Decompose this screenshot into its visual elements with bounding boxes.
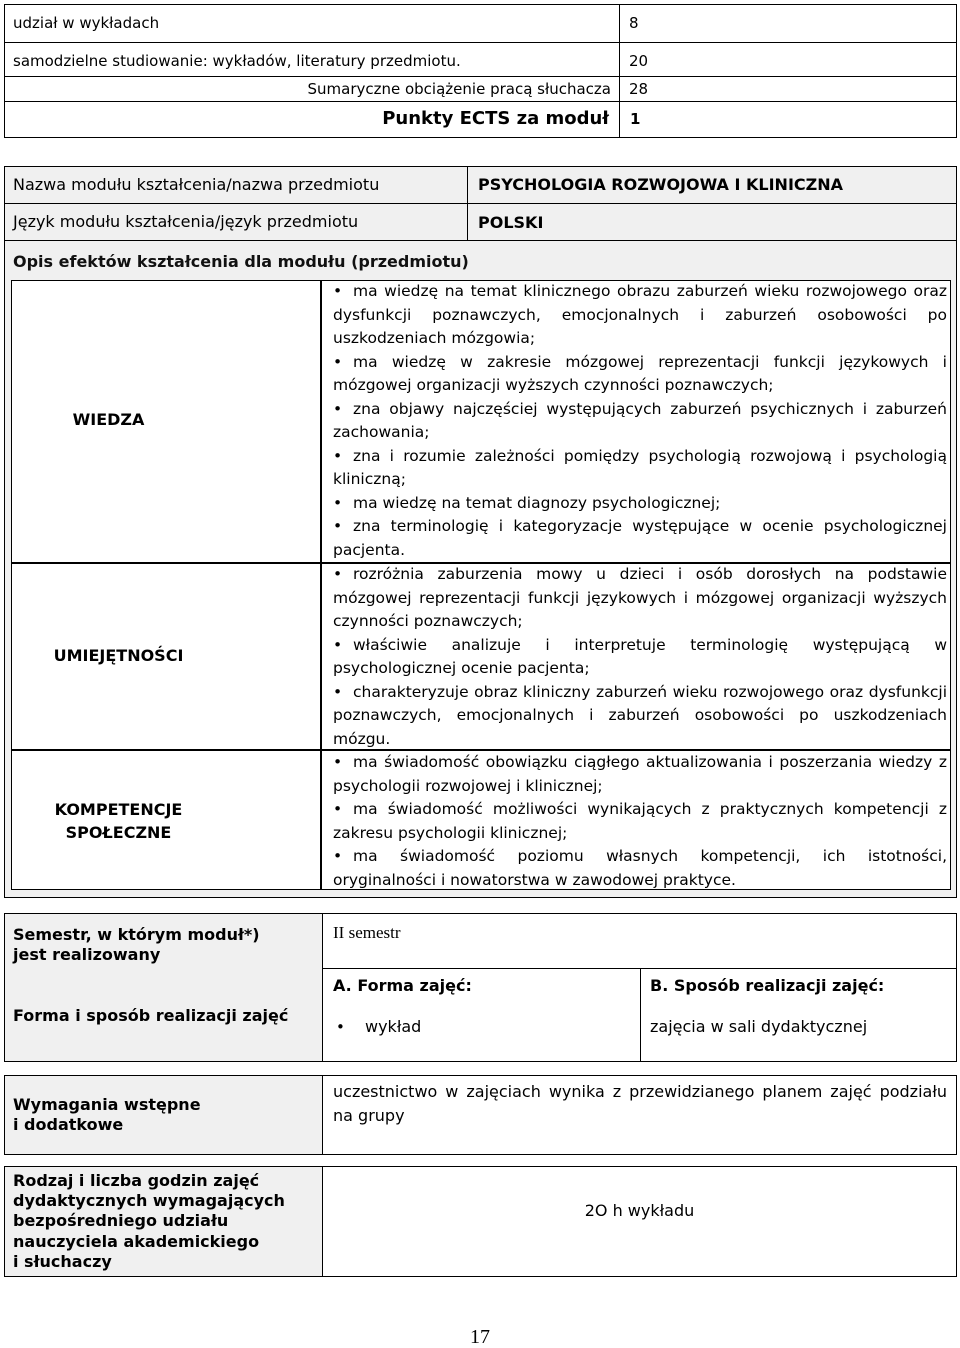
requirements-label-line1: Wymagania wstępne (13, 1095, 201, 1114)
ects-value: 1 (630, 110, 641, 128)
outcome-item: • właściwie analizuje i interpretuje terminologię występującą w psychologicznej ocenie pacjenta; (333, 634, 947, 681)
outcome-item: • ma wiedzę na temat diagnozy psychologicznej; (333, 492, 947, 516)
workload-summary-value: 28 (629, 80, 649, 98)
outcome-item: • ma świadomość możliwości wynikających z praktycznych kompetencji z zakresu psychologii klinicznej; (333, 798, 947, 845)
form-label: Forma i sposób realizacji zajęć (13, 1006, 289, 1025)
semester-column-divider (322, 913, 323, 1062)
form-a-label: A. Forma zajęć: (333, 976, 472, 995)
semester-label-line2: jest realizowany (13, 945, 161, 964)
requirements-column-divider (322, 1075, 323, 1155)
social-outcomes-list (333, 751, 947, 892)
outcome-group-social-line2: SPOŁECZNE (65, 823, 172, 842)
workload-value-self-study: 20 (629, 52, 649, 70)
workload-divider (4, 101, 957, 102)
workload-value-lectures: 8 (629, 14, 639, 32)
form-a-bullet-icon: • (336, 1018, 345, 1036)
outcome-item: • zna i rozumie zależności pomiędzy psychologią rozwojową i psychologią kliniczną; (333, 445, 947, 492)
hours-label-line4: nauczyciela akademickiego (13, 1232, 260, 1251)
semester-value: II semestr (333, 923, 401, 942)
module-name-label: Nazwa modułu kształcenia/nazwa przedmiotu (13, 175, 380, 194)
module-language-label: Język modułu kształcenia/język przedmiotu (13, 212, 359, 231)
requirements-value: uczestnictwo w zajęciach wynika z przewidzianego planem zajęć podziału na grupy (333, 1082, 947, 1125)
outcome-item: • ma wiedzę na temat klinicznego obrazu zaburzeń wieku rozwojowego oraz dysfunkcji poznawczych, emocjonalnych i zaburzeń osobowości po uszkodzeniach mózgowia; (333, 280, 947, 351)
workload-label-self-study: samodzielne studiowanie: wykładów, literatury przedmiotu. (13, 52, 461, 70)
outcome-item: • charakteryzuje obraz kliniczny zaburzeń wieku rozwojowego oraz dysfunkcji poznawczych, emocjonalnych i zaburzeń osobowości po uszkodzeniach mózgu. (333, 681, 947, 752)
outcome-item: • zna objawy najczęściej występujących zaburzeń psychicznych i zaburzeń zachowania; (333, 398, 947, 445)
outcome-group-social-line1: KOMPETENCJE (54, 800, 183, 819)
form-b-value: zajęcia w sali dydaktycznej (650, 1017, 868, 1036)
requirements-label-line2: i dodatkowe (13, 1115, 124, 1134)
hours-label-line1: Rodzaj i liczba godzin zajęć (13, 1171, 260, 1190)
outcome-item: • ma świadomość obowiązku ciągłego aktualizowania i poszerzania wiedzy z psychologii rozwojowej i klinicznej; (333, 751, 947, 798)
outcome-item: • ma świadomość poziomu własnych kompetencji, ich istotności, oryginalności i nowatorstwa w zawodowej praktyce. (333, 845, 947, 892)
semester-label-line1: Semestr, w którym moduł*) (13, 925, 260, 944)
hours-value: 2O h wykładu (584, 1201, 695, 1220)
outcomes-heading: Opis efektów kształcenia dla modułu (przedmiotu) (13, 252, 469, 271)
outcome-group-knowledge: WIEDZA (72, 410, 145, 429)
outcome-item: • ma wiedzę w zakresie mózgowej reprezentacji funkcji językowych i mózgowej organizacji wyższych czynności poznawczych; (333, 351, 947, 398)
outcome-group-box (11, 750, 321, 890)
hours-label-line5: i słuchaczy (13, 1252, 112, 1271)
outcome-group-skills: UMIEJĘTNOŚCI (53, 646, 184, 665)
module-language-value: POLSKI (478, 213, 544, 232)
module-name-value: PSYCHOLOGIA ROZWOJOWA I KLINICZNA (478, 175, 844, 194)
skills-outcomes-list (333, 563, 947, 751)
hours-column-divider (322, 1166, 323, 1277)
workload-divider (4, 42, 957, 43)
ects-label: Punkty ECTS za moduł (382, 108, 609, 129)
hours-label-line3: bezpośredniego udziału (13, 1211, 229, 1230)
outcome-item: • rozróżnia zaburzenia mowy u dzieci i osób dorosłych na podstawie mózgowej reprezentacji funkcji językowych i mózgowej organizacji wyższych czynności poznawczych; (333, 563, 947, 634)
workload-summary-label: Sumaryczne obciążenie pracą słuchacza (307, 80, 611, 98)
outcome-item: • zna terminologię i kategoryzacje występujące w ocenie psychologicznej pacjenta. (333, 515, 947, 562)
page-number: 17 (470, 1326, 490, 1348)
form-column-divider (640, 968, 641, 1062)
module-divider (4, 203, 957, 204)
workload-divider (4, 76, 957, 77)
form-a-value: wykład (365, 1017, 422, 1036)
form-b-label: B. Sposób realizacji zajęć: (650, 976, 885, 995)
workload-column-divider (619, 4, 620, 138)
workload-label-lectures: udział w wykładach (13, 14, 160, 32)
knowledge-outcomes-list (333, 280, 947, 562)
hours-label-line2: dydaktycznych wymagających (13, 1191, 285, 1210)
